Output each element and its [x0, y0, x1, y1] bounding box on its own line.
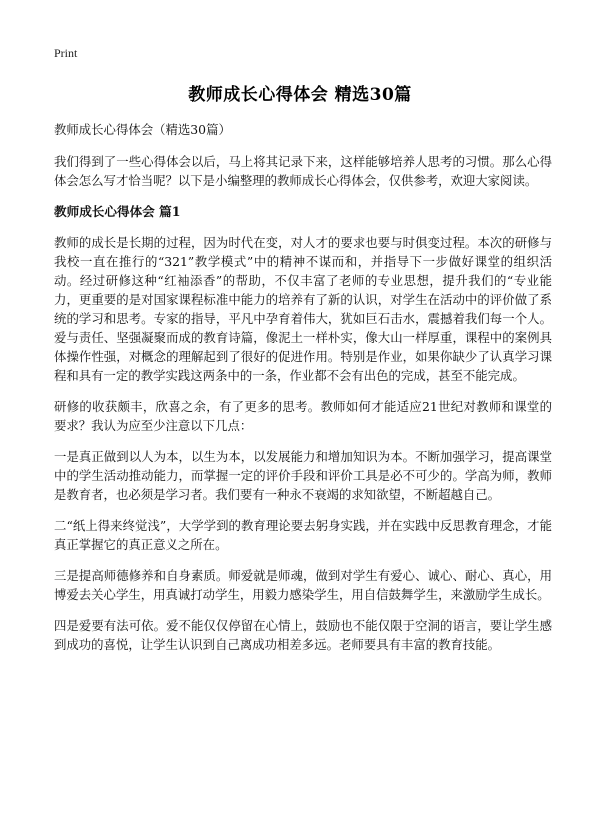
body-paragraph-6: 四是爱要有法可依。爱不能仅仅停留在心情上，鼓励也不能仅限于空洞的语言，要让学生感到成功的喜悦，让学生认识到自己离成功相差多远。老师要具有丰富的教育技能。 [54, 618, 552, 652]
article-body [54, 120, 552, 666]
body-paragraph-5: 三是提高师德修养和自身素质。师爱就是师魂，做到对学生有爱心、诚心、耐心、真心，用博爱去关心学生，用真诚打动学生，用毅力感染学生，用自信鼓舞学生，来激励学生成长。 [54, 568, 552, 602]
body-paragraph-2: 研修的收获颇丰，欣喜之余，有了更多的思考。教师如何才能适应21世纪对教师和课堂的要求？我认为应至少注意以下几点： [54, 399, 552, 433]
print-link[interactable]: Print [54, 46, 78, 60]
intro-paragraph: 我们得到了一些心得体会以后，马上将其记录下来，这样能够培养人思考的习惯。那么心得体会怎么写才恰当呢？以下是小编整理的教师成长心得体会，仅供参考，欢迎大家阅读。 [54, 154, 552, 188]
body-paragraph-3: 一是真正做到以人为本，以生为本，以发展能力和增加知识为本。不断加强学习，提高课堂中的学生活动推动能力，而掌握一定的评价手段和评价工具是必不可少的。学高为师，教师是教育者，也必须是学习者。我们要有一种永不衰竭的求知欲望，不断超越自己。 [54, 449, 552, 502]
article-subtitle: 教师成长心得体会（精选30篇） [54, 122, 231, 137]
body-paragraph-1: 教师的成长是长期的过程，因为时代在变，对人才的要求也要与时俱变过程。本次的研修与我校一直在推行的“321”教学模式”中的精神不谋而和，并指导下一步做好课堂的组织活动。经过研修这种“红袖添香”的帮助，不仅丰富了老师的专业思想，提升我们的“专业能力，更重要的是对国家课程标准中能力的培养有了新的认识，对学生在活动中的评价做了系统的学习和思考。专家的指导，平凡中孕育着伟大，犹如巨石击水，震撼着我们每一个人。爱与责任、坚强凝聚而成的教育诗篇，像泥土一样朴实，像大山一样厚重，课程中的案例具体操作性强，对概念的理解起到了很好的促进作用。特别是作业，如果你缺少了认真学习课程和具有一定的教学实践这两条中的一条，作业都不会有出色的完成，甚至不能完成。 [54, 235, 552, 383]
body-paragraph-4: 二“纸上得来终觉浅”，大学学到的教育理论要去躬身实践，并在实践中反思教育理念，才能真正掌握它的真正意义之所在。 [54, 518, 552, 552]
page-title: 教师成长心得体会 精选30篇 [188, 85, 412, 105]
section-heading: 教师成长心得体会 篇1 [54, 204, 181, 219]
